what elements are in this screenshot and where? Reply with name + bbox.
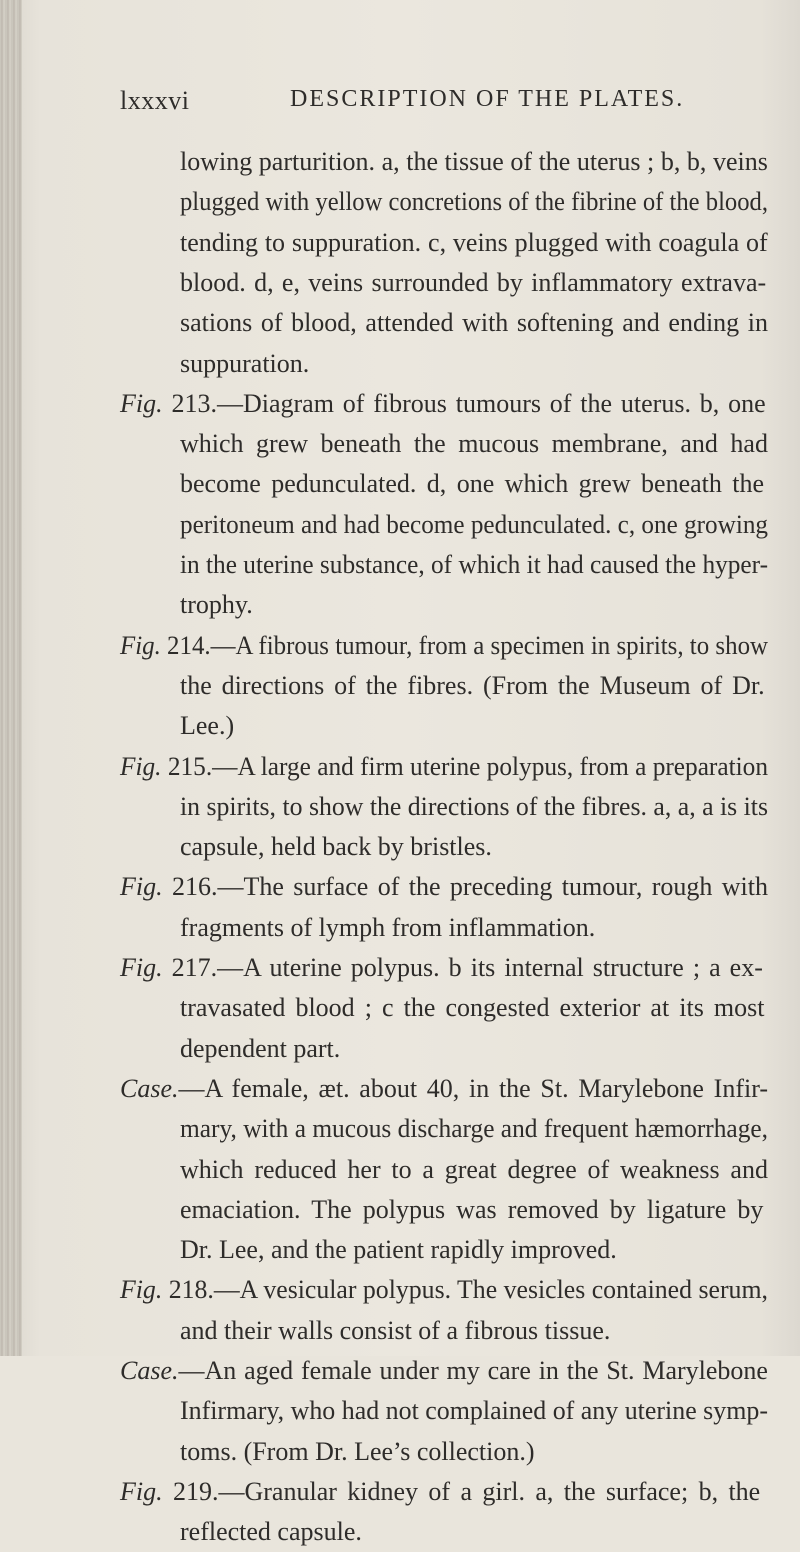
page-number: lxxxvi (120, 86, 190, 115)
line-text: 217.—A uterine polypus. b its internal structure ; a ex- (162, 953, 763, 982)
text-line (180, 142, 768, 182)
text-line (180, 182, 768, 222)
text-line (180, 424, 768, 464)
text-line (180, 787, 768, 827)
line-text: suppuration. (180, 348, 310, 378)
line-text: Dr. Lee, and the patient rapidly improved. (180, 1235, 617, 1265)
line-text: plugged with yellow concretions of the fibrine of the blood, (180, 187, 768, 217)
line-text: 215.—A large and firm uterine polypus, from a preparation (161, 751, 769, 781)
line-text: —A female, æt. about 40, in the St. Marylebone Infir- (178, 1073, 769, 1103)
entry-label: Fig. (120, 388, 163, 418)
line-text: dependent part. (180, 1033, 341, 1063)
line-text: in spirits, to show the directions of the fibres. a, a, a is its (180, 791, 768, 821)
text-line (180, 1109, 768, 1149)
entry-heading-line (120, 1472, 760, 1512)
text-line (180, 988, 764, 1028)
line-text: 216.—The surface of the preceding tumour, rough with (162, 872, 768, 902)
line-text: become pedunculated. d, one which grew beneath the (180, 469, 765, 499)
line-text: peritoneum and had become pedunculated. c, one growing (180, 509, 769, 539)
book-binding-edge (0, 0, 22, 1356)
entry-label: Case. (120, 1073, 179, 1103)
line-text: emaciation. The polypus was removed by ligature by (180, 1194, 764, 1224)
text-line (180, 585, 253, 625)
line-text: Infirmary, who had not complained of any uterine symp- (180, 1396, 769, 1426)
line-text: which reduced her to a great degree of weakness and (180, 1154, 768, 1184)
text-line (180, 344, 309, 384)
entry-label: Fig. (120, 953, 163, 982)
line-text: tending to suppuration. c, veins plugged with coagula of (180, 227, 768, 257)
line-text: the directions of the fibres. (From the Museum of Dr. (180, 670, 765, 700)
line-text: trophy. (180, 590, 253, 620)
line-text: blood. d, e, veins surrounded by inflammatory extrava- (180, 267, 767, 297)
text-line (180, 1391, 768, 1431)
text-line (180, 908, 595, 948)
line-text: which grew beneath the mucous membrane, and had (180, 429, 768, 459)
text-line (180, 706, 234, 746)
entry-heading-line (120, 626, 768, 666)
entry-heading-line (120, 867, 768, 907)
line-text: capsule, held back by bristles. (180, 832, 492, 862)
line-text: lowing parturition. a, the tissue of the uterus ; b, b, veins (180, 147, 768, 176)
text-line (180, 1029, 340, 1069)
text-line (180, 1311, 610, 1351)
line-text: fragments of lymph from inflammation. (180, 912, 596, 942)
entry-label: Fig. (120, 1275, 163, 1305)
line-text: 218.—A vesicular polypus. The vesicles contained serum, (162, 1275, 768, 1305)
text-line (180, 1230, 617, 1270)
text-line (180, 223, 768, 263)
line-text: in the uterine substance, of which it had caused the hyper- (180, 550, 769, 579)
line-text: Lee.) (180, 711, 235, 741)
entry-heading-line (120, 1270, 768, 1310)
text-line (180, 827, 492, 867)
text-line (180, 464, 764, 504)
line-text: —An aged female under my care in the St. Marylebone (178, 1356, 768, 1385)
text-line (180, 1512, 362, 1552)
text-line (180, 545, 768, 585)
text-line (180, 1190, 763, 1230)
entry-heading-line (120, 1069, 768, 1109)
line-text: 214.—A fibrous tumour, from a specimen in spirits, to show (160, 630, 769, 660)
entry-label: Case. (120, 1356, 179, 1385)
line-text: 213.—Diagram of fibrous tumours of the uterus. b, one (162, 388, 766, 418)
text-line (180, 263, 766, 303)
line-text: and their walls consist of a fibrous tissue. (180, 1315, 611, 1345)
line-text: toms. (From Dr. Lee’s collection.) (180, 1436, 535, 1466)
entry-label: Fig. (120, 630, 161, 660)
entry-heading-line (120, 948, 763, 988)
entry-label: Fig. (120, 1476, 163, 1506)
entry-heading-line (120, 1351, 768, 1391)
text-line (180, 666, 765, 706)
line-text: 219.—Granular kidney of a girl. a, the surface; b, the (162, 1476, 761, 1506)
line-text: mary, with a mucous discharge and frequent hæmorrhage, (180, 1114, 769, 1144)
entry-heading-line (120, 747, 768, 787)
text-line (180, 1432, 535, 1472)
entry-label: Fig. (120, 751, 162, 781)
line-text: reflected capsule. (180, 1517, 362, 1547)
line-text: travasated blood ; c the congested exterior at its most (180, 993, 765, 1023)
text-line (180, 1150, 768, 1190)
running-title: DESCRIPTION OF THE PLATES. (290, 86, 685, 112)
entry-heading-line (120, 384, 766, 424)
text-line (180, 505, 768, 545)
line-text: sations of blood, attended with softening and ending in (180, 308, 768, 338)
entry-label: Fig. (120, 872, 163, 902)
text-line (180, 303, 768, 343)
